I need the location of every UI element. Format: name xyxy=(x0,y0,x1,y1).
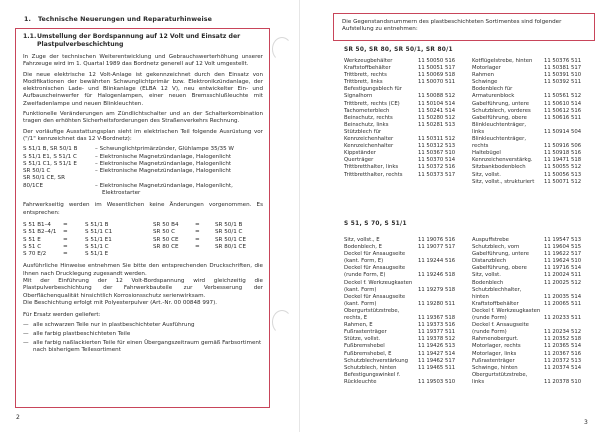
paragraph: Die Beschichtung erfolgt mit Polyesterpulver (Art.-Nr. 00 00848 997). xyxy=(23,299,218,306)
supply-list: Für Ersatz werden geliefert: — alle schwarzen Teile nur in plastbeschichteter Ausführung — alle farbig plastbeschichteten Teile — alle farbig naßlackierten Teile für einen Übergangszeitraum gemäß Farbsortiment nach bisherigem Teilesortiment xyxy=(23,312,262,354)
part-name: Fußbremshebel xyxy=(344,343,385,350)
part-row xyxy=(472,129,598,136)
part-number: 11 50311 512 xyxy=(418,136,456,143)
part-row xyxy=(472,179,598,186)
part-number: 11 19426 513 xyxy=(418,343,456,350)
part-number: 11 19624 510 xyxy=(544,258,582,265)
part-name: Trittbrett, links xyxy=(344,79,383,86)
part-name: Rahmen xyxy=(472,72,494,79)
part-name: Sitz, vollst., strukturiert xyxy=(472,178,535,185)
part-number: 11 50610 514 xyxy=(544,100,582,107)
part-number: 11 20352 518 xyxy=(544,336,582,343)
part-name: Stützblech für xyxy=(344,128,382,135)
part-number: 11 50088 512 xyxy=(418,93,456,100)
part-row xyxy=(344,136,472,143)
part-number xyxy=(418,308,472,315)
part-row xyxy=(472,280,598,287)
part-row xyxy=(344,122,472,129)
part-row xyxy=(344,379,472,386)
part-row xyxy=(344,115,472,122)
part-row xyxy=(344,358,472,365)
part-name: Schutzblech, hinten xyxy=(344,364,397,371)
part-number: 11 19547 513 xyxy=(544,237,582,243)
page-number: 3 xyxy=(584,419,588,426)
equipment-row: SR 50/1 CE, SR xyxy=(23,175,65,182)
part-row xyxy=(344,150,472,157)
part-name: Beinschutz, links xyxy=(344,121,389,128)
part-name: (kant. Form) xyxy=(344,300,377,307)
part-name: Schwinge xyxy=(472,79,498,86)
part-name: Deckel f. Werkzeugkasten xyxy=(344,279,413,286)
part-number xyxy=(418,265,472,272)
part-number: 11 50381 517 xyxy=(544,65,582,72)
part-row xyxy=(472,294,598,301)
part-name: Kotflügelstrebe, hinten xyxy=(472,58,533,64)
part-name: Stütze, vollst. xyxy=(344,336,381,343)
part-row xyxy=(344,294,472,301)
part-name: Sitzbankbodenblech xyxy=(472,164,526,171)
part-row xyxy=(472,265,598,272)
part-name: links xyxy=(472,128,485,135)
part-row xyxy=(472,358,598,365)
part-number xyxy=(418,294,472,301)
part-number: 11 19716 514 xyxy=(544,265,582,272)
parts-list xyxy=(344,58,472,179)
part-row xyxy=(472,157,598,164)
part-name: Blinkleuchtenträger, xyxy=(472,121,527,128)
part-name: Deckel für Ansaugseite xyxy=(344,251,406,258)
part-name: Armaturenblock xyxy=(472,93,515,100)
part-row xyxy=(344,372,472,379)
part-number xyxy=(544,136,598,143)
part-name: rechts xyxy=(472,143,489,150)
part-number: 11 20035 514 xyxy=(544,293,582,300)
part-name: Bodenblech für xyxy=(472,86,513,93)
part-name: (kant. Form, E) xyxy=(344,258,384,265)
part-name: Deckel f. Ansaugseite xyxy=(472,322,529,329)
part-number: 11 50918 516 xyxy=(544,150,582,157)
part-number: 11 50280 512 xyxy=(418,114,456,121)
part-name: Beinschutz, rechts xyxy=(344,114,393,121)
part-name: Motorlager, rechts xyxy=(472,343,521,350)
part-row xyxy=(472,86,598,93)
part-row xyxy=(472,315,598,322)
right-page xyxy=(300,0,600,432)
part-row xyxy=(472,79,598,86)
part-name: Sitz, vollst. xyxy=(472,272,501,279)
part-name: Blinkleuchtenträger, xyxy=(472,136,527,143)
part-name: Deckel für Ansaugseite xyxy=(344,293,406,300)
part-name: Kraftstoffbehälter xyxy=(344,65,391,72)
part-name: Gabelführung, obere xyxy=(472,265,527,272)
part-row xyxy=(344,108,472,115)
part-row xyxy=(472,58,598,65)
part-row xyxy=(344,301,472,308)
part-name: Schutzblechhalter, xyxy=(472,286,522,293)
part-number: 11 19279 518 xyxy=(418,286,456,293)
part-number: 11 20374 514 xyxy=(544,364,582,371)
part-row xyxy=(344,315,472,322)
part-number: 11 50916 506 xyxy=(544,143,582,150)
section-title: 1. Technische Neuerungen und Reparaturhinweise xyxy=(24,16,213,23)
part-number: 11 19462 517 xyxy=(418,357,456,364)
part-row xyxy=(472,72,598,79)
supply-item: — alle farbig naßlackierten Teile für einen Übergangszeitraum gemäß Farbsortiment nach bisherigem Teilesortiment xyxy=(23,340,262,354)
part-number: 11 50050 516 xyxy=(418,58,456,64)
part-name: Kippständer xyxy=(344,150,376,157)
part-number: 11 19077 517 xyxy=(418,244,456,251)
part-name: Deckel für Ansaugseite xyxy=(344,265,406,272)
part-number: 11 50070 511 xyxy=(418,79,456,86)
part-number: 11 19471 518 xyxy=(544,157,582,164)
part-name: Obergurtstützstrebe, xyxy=(472,371,528,378)
part-name: Tachometerblech xyxy=(344,107,390,114)
page-number: 2 xyxy=(16,414,20,421)
part-row xyxy=(344,86,472,93)
equipment-row: S 51/1 B, SR 50/1 B – Schwunglichtprimärzünder, Glühlampe 35/35 W xyxy=(23,146,234,153)
supply-item: — alle schwarzen Teile nur in plastbeschichteter Ausführung xyxy=(23,321,195,328)
part-name: Trittbrett, rechts (CE) xyxy=(344,100,400,107)
parts-list xyxy=(472,58,598,186)
part-row xyxy=(344,101,472,108)
part-name: Sitz, vollst., E xyxy=(344,237,380,243)
part-number xyxy=(544,322,598,329)
part-number: 11 19076 516 xyxy=(418,237,456,243)
part-number xyxy=(418,86,472,93)
part-row xyxy=(344,237,472,244)
part-row xyxy=(472,343,598,350)
part-name: Obergurtstützstrebe, xyxy=(344,307,400,314)
part-number xyxy=(544,122,598,129)
part-number: 11 50312 513 xyxy=(418,143,456,150)
part-name: Querträger xyxy=(344,157,374,164)
part-row xyxy=(472,172,598,179)
part-row xyxy=(472,93,598,100)
part-row xyxy=(472,122,598,129)
part-row xyxy=(472,115,598,122)
part-number xyxy=(418,251,472,258)
part-name: Motorlager xyxy=(472,65,501,72)
part-number xyxy=(544,308,598,315)
model-mapping-table: S 51 B1–4 = S 51/1 B SR 50 B4 = SR 50/1 B S 51 B2–4/1 = S 51/1 C1 SR 50 C = SR 50/1 C S 51 E = S 51/1 E1 SR 50 CE = SR 50/1 CE S 51 C = S 51/1 C SR 80 CE = SR 80/1 CE S 70 E/2 = S 51/1 E xyxy=(23,221,246,258)
part-row xyxy=(344,308,472,315)
part-number: 11 19377 511 xyxy=(418,329,456,336)
part-row xyxy=(344,172,472,179)
part-number: 11 19427 514 xyxy=(418,350,456,357)
part-number: 11 50372 516 xyxy=(418,164,456,171)
parts-list xyxy=(344,237,472,386)
part-number: 11 50241 514 xyxy=(418,107,456,114)
part-row xyxy=(344,143,472,150)
subsection-title: 1.1. Umstellung der Bordspannung auf 12 Volt und Einsatz der Plastpulverbeschichtung xyxy=(23,33,241,48)
part-name: Schutzblechverstärkung xyxy=(344,357,409,364)
part-row xyxy=(472,244,598,251)
part-name: Schwinge, hinten xyxy=(472,364,518,371)
part-number: 11 20372 513 xyxy=(544,357,582,364)
part-row xyxy=(344,287,472,294)
part-name: rechts, E xyxy=(344,315,368,322)
part-row xyxy=(472,379,598,386)
paragraph: Fahrwerkseitig werden im Wesentlichen keine Änderungen vorgenommen. Es entsprechen: xyxy=(23,202,263,216)
part-number: 11 50071 512 xyxy=(544,178,582,185)
equipment-row: SR 50/1 C – Elektronische Magnetzündanlage, Halogenlicht xyxy=(23,168,232,175)
punch-hole-mark xyxy=(272,310,292,334)
part-row xyxy=(472,287,598,294)
part-number: 11 20065 511 xyxy=(544,300,582,307)
part-name: Gabelführung, untere xyxy=(472,100,530,107)
part-row xyxy=(344,93,472,100)
part-name: Schutzblech, vorderes xyxy=(472,107,531,114)
part-number: 11 20365 514 xyxy=(544,343,582,350)
paragraph: Der vorläufige Ausstattungsplan sieht im elektrischen Teil folgende Ausrüstung vor ("/1" kennzeichnet das 12 V-Bordnetz): xyxy=(23,128,263,142)
part-name: Kennzeichenhalter xyxy=(344,143,394,150)
part-name: (kant. Form) xyxy=(344,286,377,293)
part-row xyxy=(472,365,598,372)
part-name: Befestigungsblech für xyxy=(344,86,402,93)
part-name: Distanzblech xyxy=(472,258,507,265)
part-name: Werkzeugbehälter xyxy=(344,58,393,64)
paragraph: Funktionelle Veränderungen am Zündlichtschalter und an der Schalterkombination tragen den erhöhten Sicherheitsforderungen des Straßenverkehrs Rechnung. xyxy=(23,111,263,125)
part-row xyxy=(344,329,472,336)
part-name: (runde Form) xyxy=(472,329,507,336)
part-number: 11 19373 516 xyxy=(418,322,456,329)
part-row xyxy=(472,150,598,157)
equipment-row: S 51/1 C1, S 51/1 E – Elektronische Magnetzündanlage, Halogenlicht xyxy=(23,160,232,167)
part-row xyxy=(344,322,472,329)
part-row xyxy=(344,244,472,251)
part-number: 11 19378 512 xyxy=(418,336,456,343)
part-row xyxy=(472,164,598,171)
part-number: 11 19280 511 xyxy=(418,300,456,307)
part-name: Befestigungswinkel f. xyxy=(344,371,401,378)
part-number: 11 50051 517 xyxy=(418,65,456,72)
equipment-list xyxy=(23,146,263,197)
part-name: Kennzeichenhalter xyxy=(344,136,394,143)
part-row xyxy=(344,79,472,86)
part-row xyxy=(344,272,472,279)
part-row xyxy=(472,308,598,315)
part-name: Fußrastenträger xyxy=(344,329,387,336)
part-number: 11 20233 511 xyxy=(544,315,582,322)
part-row xyxy=(472,65,598,72)
part-row xyxy=(472,143,598,150)
equipment-row: Elektrostarter xyxy=(102,190,141,197)
part-number: 11 50370 514 xyxy=(418,157,456,164)
part-number xyxy=(418,129,472,136)
part-name: Bodenblech xyxy=(472,279,504,286)
part-number: 11 19604 515 xyxy=(544,244,582,251)
part-row xyxy=(472,237,598,244)
part-number xyxy=(418,280,472,287)
part-row xyxy=(344,351,472,358)
part-name: Kraftstoffbehälter xyxy=(472,300,519,307)
part-number: 11 20234 512 xyxy=(544,329,582,336)
part-row xyxy=(344,65,472,72)
part-row xyxy=(472,136,598,143)
part-row xyxy=(472,351,598,358)
part-name: Signalhorn xyxy=(344,93,373,100)
part-name: Deckel f. Werkzeugkasten xyxy=(472,307,541,314)
part-number: 11 50616 511 xyxy=(544,114,582,121)
group-title: S 51, S 70, S 51/1 xyxy=(344,221,407,227)
part-number xyxy=(418,372,472,379)
part-number: 11 19367 518 xyxy=(418,315,456,322)
part-name: Trittbretthalter, links xyxy=(344,164,399,171)
part-number: 11 50561 512 xyxy=(544,93,582,100)
part-row xyxy=(472,258,598,265)
part-row xyxy=(472,251,598,258)
part-row xyxy=(344,343,472,350)
part-name: Fußbremshebel, E xyxy=(344,350,392,357)
part-row xyxy=(344,251,472,258)
intro-box: Die Gegenstandsnummern des plastbeschichteten Sortimentes sind folgender Aufstellung zu entnehmen: xyxy=(333,13,595,41)
part-name: Haltebügel xyxy=(472,150,501,157)
group-title: SR 50, SR 80, SR 50/1, SR 80/1 xyxy=(344,47,453,53)
part-number: 11 50104 514 xyxy=(418,100,456,107)
part-number: 11 50373 517 xyxy=(418,171,456,178)
paragraph: Ausführliche Hinweise entnehmen Sie bitte den entsprechenden Druckschriften, die Ihnen nach Drucklegung zugesandt werden. xyxy=(23,263,263,277)
part-number: 11 50391 510 xyxy=(544,72,582,79)
part-name: Rückleuchte xyxy=(344,378,377,385)
part-number: 11 50392 511 xyxy=(544,79,582,86)
part-name: links xyxy=(472,378,485,385)
part-name: Trittbretthalter, rechts xyxy=(344,171,403,178)
part-row xyxy=(344,157,472,164)
part-row xyxy=(472,101,598,108)
part-number: 11 20025 512 xyxy=(544,279,582,286)
paragraph: Die neue elektrische 12 Volt-Anlage ist gekennzeichnet durch den Einsatz von Modifikationen der bewährten Schwunglichtprimär bzw. Elektronikzündanlage, der elektronischen Lade- und Blinkanlage (ELBA 12 V), neu entwickelter Ein- und Aufbauscheinwerfer für Halogenlampen, einer neuen Bremsschlußleuchte mit Zweifadenlampe und neuen Blinkleuchten. xyxy=(23,71,263,107)
part-row xyxy=(472,322,598,329)
part-row xyxy=(344,72,472,79)
part-name: Motorlager, links xyxy=(472,350,517,357)
part-row xyxy=(472,372,598,379)
part-row xyxy=(472,272,598,279)
part-number: 11 19503 510 xyxy=(418,378,456,385)
part-number: 11 50376 511 xyxy=(544,58,582,64)
part-row xyxy=(472,301,598,308)
part-name: Schutzblech, vorn xyxy=(472,244,520,251)
part-row xyxy=(344,265,472,272)
part-name: Rahmen, E xyxy=(344,322,373,329)
equipment-row: S 51/1 E1, S 51/1 C – Elektronische Magnetzündanlage, Halogenlicht xyxy=(23,153,232,160)
part-row xyxy=(344,58,472,65)
part-row xyxy=(472,108,598,115)
part-number: 11 19246 518 xyxy=(418,272,456,279)
part-name: Trittbrett, rechts xyxy=(344,72,387,79)
part-name: Sitz, vollst. xyxy=(472,171,501,178)
part-number: 11 50056 513 xyxy=(544,171,582,178)
part-name: (runde Form, E) xyxy=(344,272,386,279)
part-number: 11 50281 513 xyxy=(418,121,456,128)
paragraph: In Zuge der technischen Weiterentwicklung und Gebrauchswerterhöhung unserer Fahrzeuge wird im 1. Quartal 1989 das Bordnetz generell auf 12 Volt umgestellt. xyxy=(23,54,263,68)
part-name: Bodenblech, E xyxy=(344,244,382,251)
part-row xyxy=(472,336,598,343)
part-number: 11 20367 516 xyxy=(544,350,582,357)
part-row xyxy=(344,258,472,265)
punch-hole-mark xyxy=(272,37,292,61)
part-number: 11 50367 510 xyxy=(418,150,456,157)
part-row xyxy=(344,365,472,372)
equipment-row: 80/1CE – Elektronische Magnetzündanlage, Halogenlicht, xyxy=(23,182,233,189)
supply-item: — alle farbig plastbeschichteten Teile xyxy=(23,330,131,337)
part-number: 11 50069 518 xyxy=(418,72,456,79)
part-name: hinten xyxy=(472,293,489,300)
paragraph: Mit der Einführung der 12 Volt-Bordspannung wird gleichzeitig die Plastpulverbeschichtung der Fahrwerkbauteile zur Verbesserung der Oberflächenqualität hinsichtlich Korrosionsschutz serienwirksam. xyxy=(23,278,263,299)
part-name: Gabelführung, obere xyxy=(472,114,527,121)
part-number: 11 20378 510 xyxy=(544,378,582,385)
part-row xyxy=(344,129,472,136)
part-name: Auspuffstrebe xyxy=(472,237,509,243)
part-row xyxy=(472,329,598,336)
part-number: 11 19244 516 xyxy=(418,258,456,265)
part-row xyxy=(344,164,472,171)
part-number: 11 19622 517 xyxy=(544,251,582,258)
part-number: 11 50612 516 xyxy=(544,107,582,114)
part-name: Rahmenobergurt. xyxy=(472,336,519,343)
part-name: Gabelführung, untere xyxy=(472,251,530,258)
part-number: 11 19465 511 xyxy=(418,364,456,371)
part-number xyxy=(544,86,598,93)
part-number: 11 20024 511 xyxy=(544,272,582,279)
part-row xyxy=(344,280,472,287)
part-name: Kennzeichenverstärkg. xyxy=(472,157,533,164)
part-number: 11 50055 512 xyxy=(544,164,582,171)
info-box xyxy=(15,28,270,408)
part-name: Fußrastenträger xyxy=(472,357,515,364)
parts-list xyxy=(472,237,598,386)
part-name: (runde Form) xyxy=(472,315,507,322)
part-row xyxy=(344,336,472,343)
part-number xyxy=(544,287,598,294)
part-number: 11 50914 504 xyxy=(544,128,582,135)
part-number xyxy=(544,372,598,379)
